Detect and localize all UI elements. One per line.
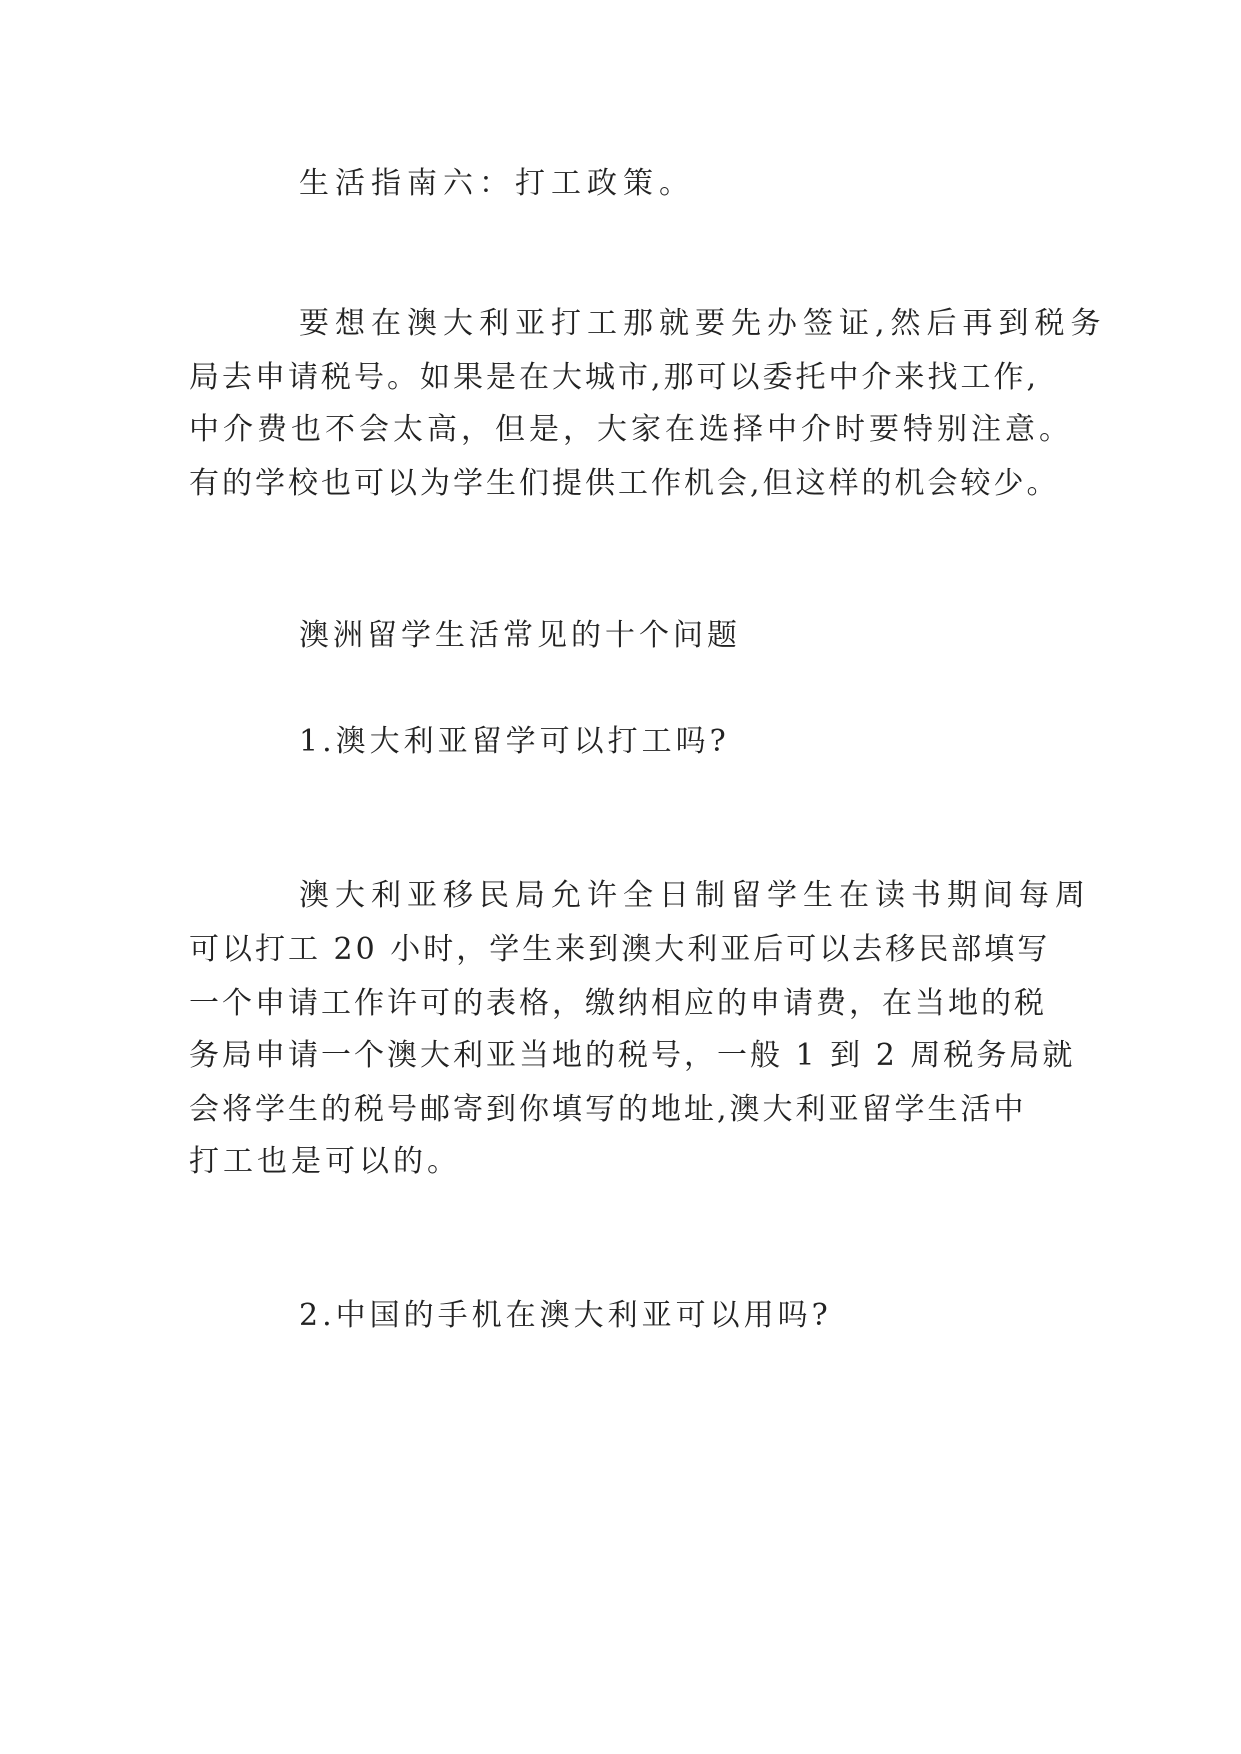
question-1: 1.澳大利亚留学可以打工吗? xyxy=(299,724,730,759)
paragraph-1-line-4: 有的学校也可以为学生们提供工作机会,但这样的机会较少。 xyxy=(189,466,1060,501)
paragraph-1-line-2: 局去申请税号。如果是在大城市,那可以委托中介来找工作, xyxy=(189,360,1040,395)
question-2: 2.中国的手机在澳大利亚可以用吗? xyxy=(299,1298,832,1333)
answer-1-line-1: 澳大利亚移民局允许全日制留学生在读书期间每周 xyxy=(299,878,1091,913)
section-title: 澳洲留学生活常见的十个问题 xyxy=(299,618,741,653)
answer-1-line-6: 打工也是可以的。 xyxy=(189,1144,461,1179)
answer-1-line-3: 一个申请工作许可的表格，缴纳相应的申请费，在当地的税 xyxy=(189,986,1047,1021)
answer-1-line-4: 务局申请一个澳大利亚当地的税号，一般 1 到 2 周税务局就 xyxy=(189,1038,1076,1073)
paragraph-1-line-1: 要想在澳大利亚打工那就要先办签证,然后再到税务 xyxy=(299,306,1107,341)
answer-1-line-5: 会将学生的税号邮寄到你填写的地址,澳大利亚留学生活中 xyxy=(189,1092,1027,1127)
paragraph-1-line-3: 中介费也不会太高，但是，大家在选择中介时要特别注意。 xyxy=(189,412,1073,447)
heading-life-guide-6: 生活指南六：打工政策。 xyxy=(299,166,695,201)
answer-1-line-2: 可以打工 20 小时，学生来到澳大利亚后可以去移民部填写 xyxy=(189,932,1051,967)
